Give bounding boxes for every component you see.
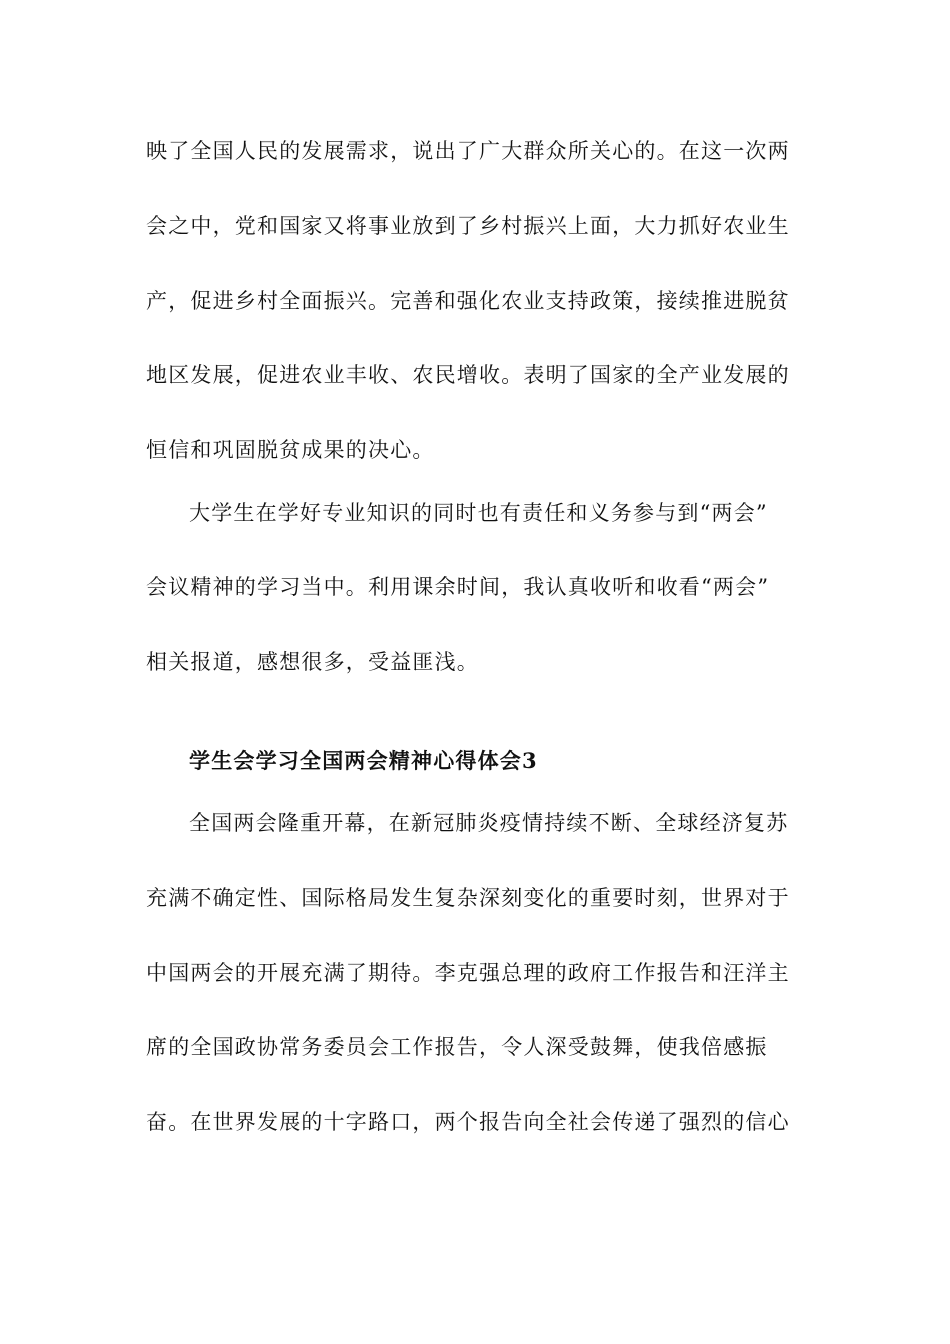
paragraph-1-line-2: 会之中，党和国家又将事业放到了乡村振兴上面，大力抓好农业生 — [146, 214, 790, 238]
paragraph-2-line-1: 大学生在学好专业知识的同时也有责任和义务参与到“两会” — [189, 501, 768, 525]
paragraph-3-line-3: 中国两会的开展充满了期待。李克强总理的政府工作报告和汪洋主 — [146, 961, 790, 985]
paragraph-1-line-4: 地区发展，促进农业丰收、农民增收。表明了国家的全产业发展的 — [146, 363, 790, 387]
paragraph-2-line-2: 会议精神的学习当中。利用课余时间，我认真收听和收看“两会” — [146, 575, 770, 599]
paragraph-3-line-2: 充满不确定性、国际格局发生复杂深刻变化的重要时刻，世界对于 — [146, 886, 790, 910]
section-heading: 学生会学习全国两会精神心得体会3 — [189, 748, 538, 773]
paragraph-1-line-5: 恒信和巩固脱贫成果的决心。 — [146, 438, 435, 462]
paragraph-2-line-3: 相关报道，感想很多，受益匪浅。 — [146, 650, 479, 674]
paragraph-3-line-5: 奋。在世界发展的十字路口，两个报告向全社会传递了强烈的信心 — [146, 1110, 790, 1134]
paragraph-3-line-4: 席的全国政协常务委员会工作报告，令人深受鼓舞，使我倍感振 — [146, 1035, 768, 1059]
paragraph-1-line-1: 映了全国人民的发展需求，说出了广大群众所关心的。在这一次两 — [146, 139, 790, 163]
paragraph-1-line-3: 产，促进乡村全面振兴。完善和强化农业支持政策，接续推进脱贫 — [146, 289, 790, 313]
paragraph-3-line-1: 全国两会隆重开幕，在新冠肺炎疫情持续不断、全球经济复苏 — [189, 811, 789, 835]
